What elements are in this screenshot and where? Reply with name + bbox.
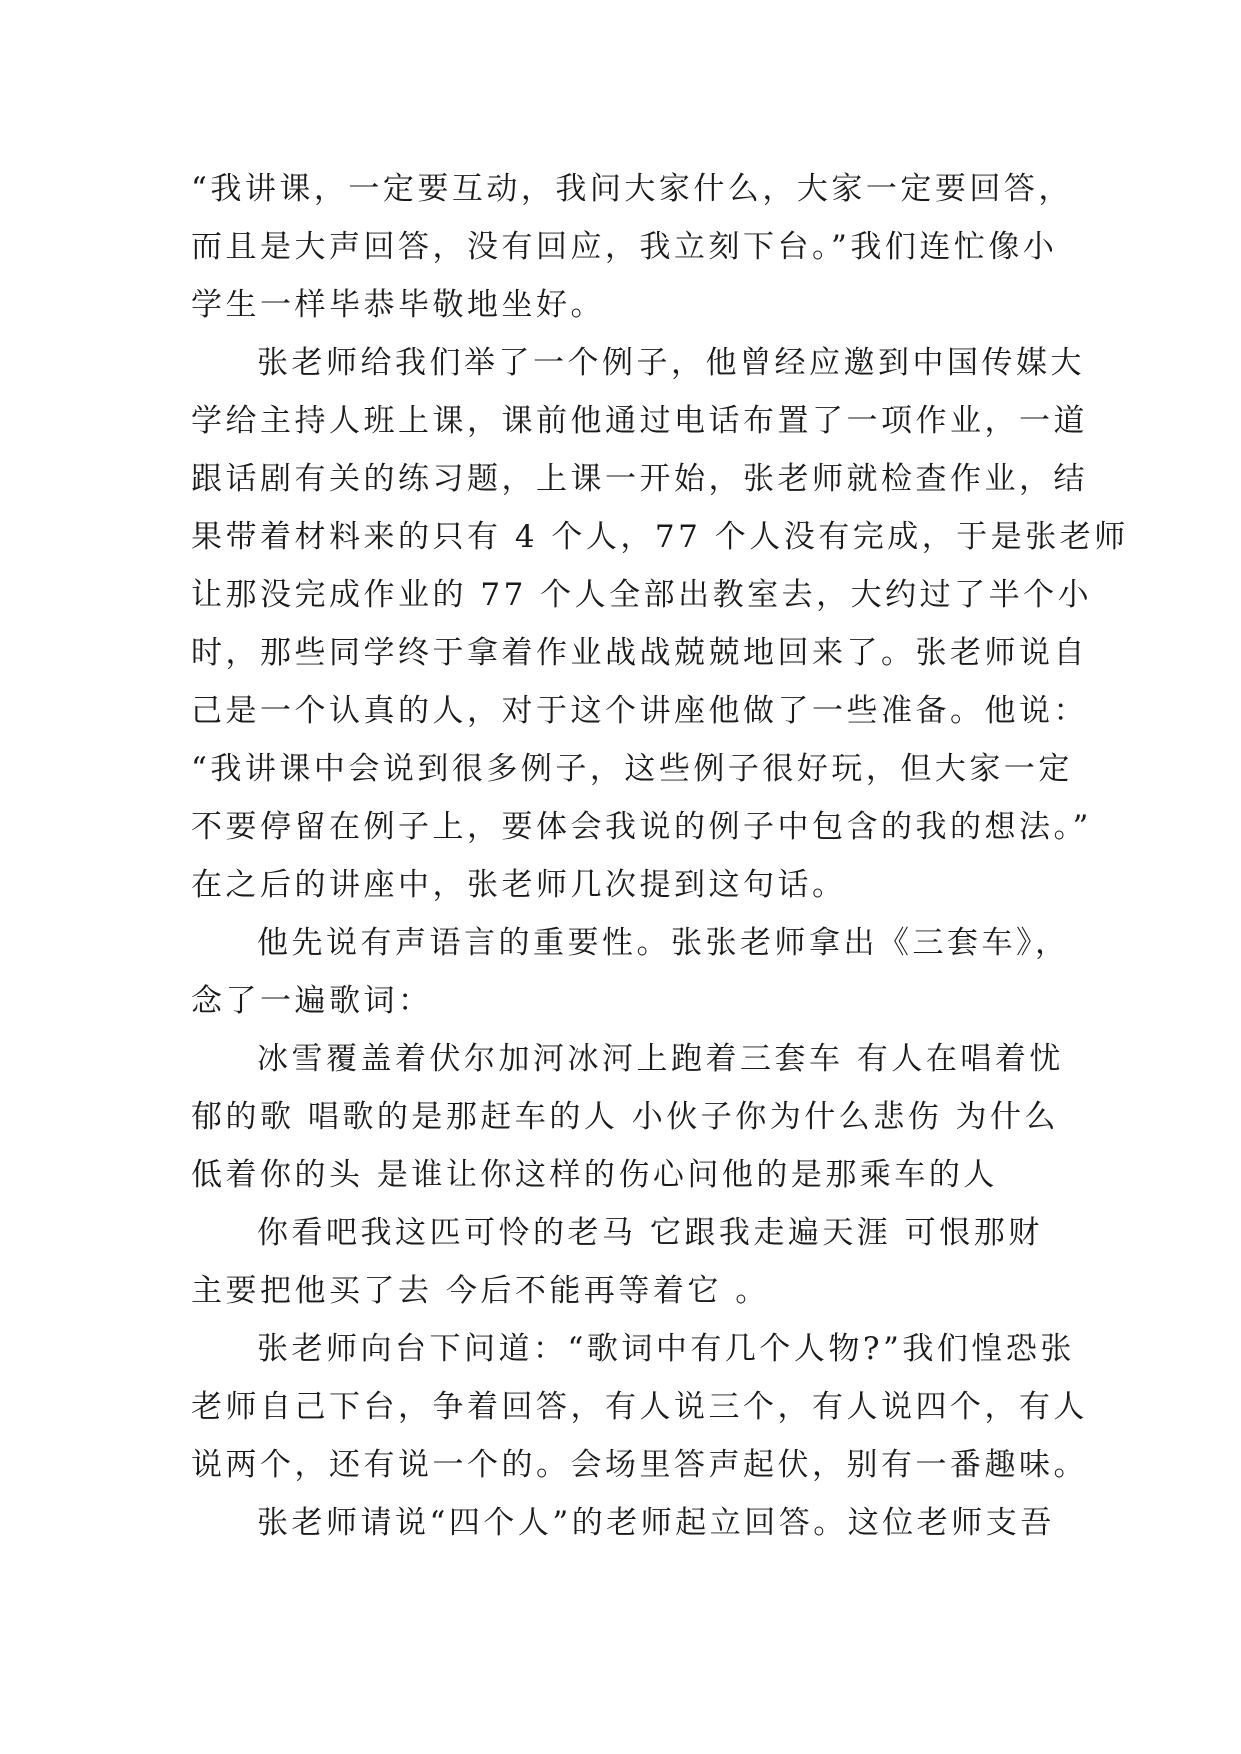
text-line-19: 你看吧我这匹可怜的老马 它跟我走遍天涯 可恨那财 xyxy=(257,1215,1043,1251)
text-line-5: 学给主持人班上课，课前他通过电话布置了一项作业，一道 xyxy=(191,403,1088,439)
text-line-7: 果带着材料来的只有 4 个人，77 个人没有完成，于是张老师 xyxy=(191,519,1129,555)
body-text xyxy=(191,160,1129,1552)
text-line-9: 时，那些同学终于拿着作业战战兢兢地回来了。张老师说自 xyxy=(191,635,1088,671)
text-line-13: 在之后的讲座中，张老师几次提到这句话。 xyxy=(191,867,847,903)
text-line-24: 张老师请说“四个人”的老师起立回答。这位老师支吾 xyxy=(257,1505,1055,1541)
text-line-1: “我讲课，一定要互动，我问大家什么，大家一定要回答， xyxy=(191,171,1073,207)
text-line-6: 跟话剧有关的练习题，上课一开始，张老师就检查作业，结 xyxy=(191,461,1088,497)
text-line-11: “我讲课中会说到很多例子，这些例子很好玩，但大家一定 xyxy=(191,751,1073,787)
text-line-18: 低着你的头 是谁让你这样的伤心问他的是那乘车的人 xyxy=(191,1157,998,1193)
text-line-17: 郁的歌 唱歌的是那赶车的人 小伙子你为什么悲伤 为什么 xyxy=(191,1099,1060,1135)
text-line-22: 老师自己下台，争着回答，有人说三个，有人说四个，有人 xyxy=(191,1389,1088,1425)
text-line-4: 张老师给我们举了一个例子，他曾经应邀到中国传媒大 xyxy=(257,345,1085,381)
text-line-20: 主要把他买了去 今后不能再等着它 。 xyxy=(191,1273,770,1309)
text-line-8: 让那没完成作业的 77 个人全部出教室去，大约过了半个小 xyxy=(191,577,1093,613)
text-line-10: 己是一个认真的人，对于这个讲座他做了一些准备。他说： xyxy=(191,693,1088,729)
text-line-16: 冰雪覆盖着伏尔加河冰河上跑着三套车 有人在唱着忧 xyxy=(257,1041,1064,1077)
text-line-3: 学生一样毕恭毕敬地坐好。 xyxy=(191,287,605,323)
text-line-23: 说两个，还有说一个的。会场里答声起伏，别有一番趣味。 xyxy=(191,1447,1088,1483)
text-line-2: 而且是大声回答，没有回应，我立刻下台。”我们连忙像小 xyxy=(191,229,1058,265)
text-line-12: 不要停留在例子上，要体会我说的例子中包含的我的想法。” xyxy=(191,809,1092,845)
text-line-14: 他先说有声语言的重要性。张张老师拿出《三套车》， xyxy=(257,925,1070,961)
text-line-21: 张老师向台下问道：“歌词中有几个人物?”我们惶恐张 xyxy=(257,1331,1075,1367)
text-line-15: 念了一遍歌词： xyxy=(191,983,433,1019)
